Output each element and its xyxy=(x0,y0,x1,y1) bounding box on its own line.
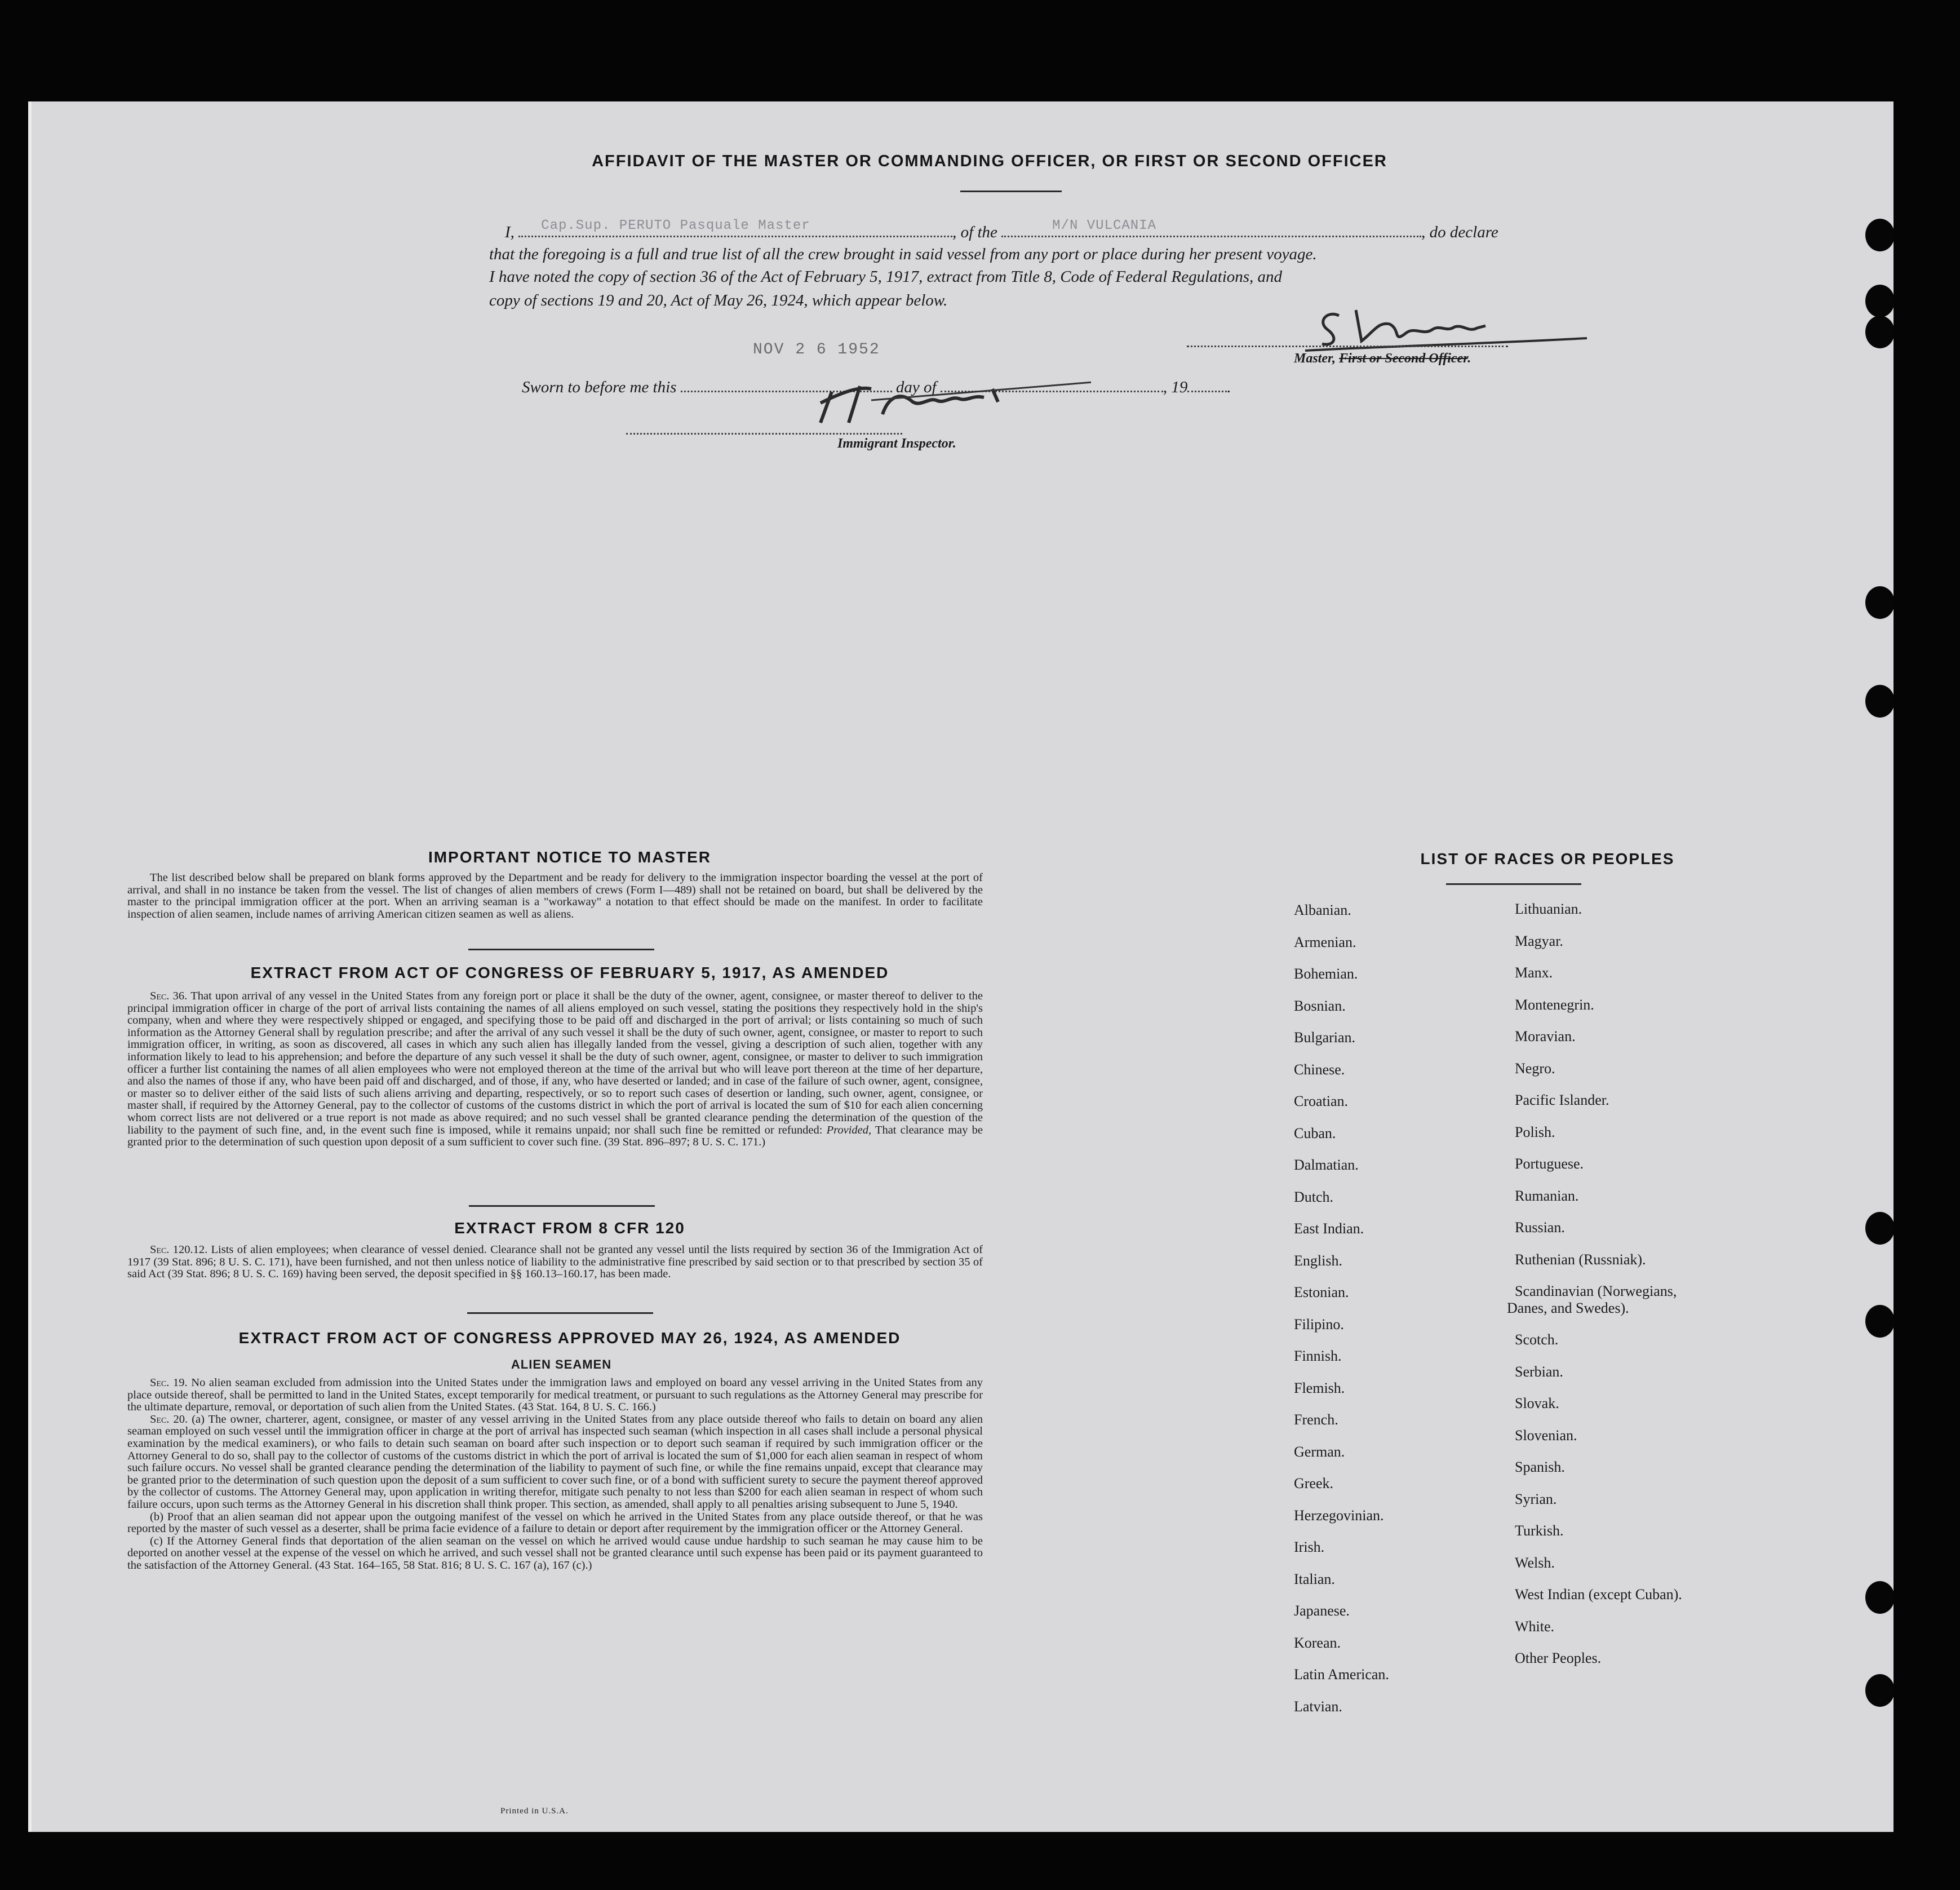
race-item: Slovak. xyxy=(1515,1395,1559,1411)
race-item: Serbian. xyxy=(1515,1363,1563,1380)
race-item: Finnish. xyxy=(1294,1348,1342,1364)
race-item: Korean. xyxy=(1294,1634,1341,1651)
inspector-signature-line xyxy=(626,433,902,435)
race-item: Negro. xyxy=(1515,1060,1555,1077)
race-item: Croatian. xyxy=(1294,1093,1349,1109)
inspector-signature xyxy=(798,369,1091,431)
race-item: Italian. xyxy=(1294,1570,1335,1587)
race-item: Dutch. xyxy=(1294,1188,1334,1205)
extract-1917-paragraph xyxy=(127,990,983,1149)
race-item: Bohemian. xyxy=(1294,966,1358,982)
extract-8cfr-body xyxy=(127,1244,983,1281)
binder-hole xyxy=(1865,1305,1895,1338)
master-name-field xyxy=(518,218,952,237)
race-item: Welsh. xyxy=(1515,1554,1555,1571)
notice-text: The list described below shall be prepared on blank forms approved by the Department and be ready for delivery to the immigration inspector boarding the vessel at the port of arrival, and shall in no instance be taken from the vessel. The list of changes of alien members of crews (Form I—489) shall not be retained on board, but shall be delivered by the master to the principal immigration officer at the port. When an arriving seaman is a "workaway" a notation to that effect should be made on the manifest. In order to facilitate inspection of alien seamen, include names of arriving American citizen seamen as well as aliens. xyxy=(127,871,983,920)
race-item: Portuguese. xyxy=(1515,1156,1584,1172)
race-item: Danes, and Swedes). xyxy=(1507,1299,1629,1316)
notice-title: IMPORTANT NOTICE TO MASTER xyxy=(428,848,712,866)
race-item: Filipino. xyxy=(1294,1316,1344,1333)
binder-hole xyxy=(1865,586,1895,619)
binder-hole xyxy=(1865,219,1895,251)
binder-hole xyxy=(1865,1674,1895,1707)
race-item: Latin American. xyxy=(1294,1666,1389,1683)
sec-20c-paragraph: (c) If the Attorney General finds that deportation of the alien seaman on the vessel on which he arrived would cause undue hardship to such seaman he may cause him to be deported on another vessel at the expense of the vessel on which he arrived, and such vessel shall not be granted clearance until such expense has been paid or its payment guaranteed to the satisfaction of the Attorney General. (43 Stat. 164–165, 58 Stat. 816; 8 U. S. C. 167 (a), 167 (c).) xyxy=(127,1534,983,1572)
extract-1917-title: EXTRACT FROM ACT OF CONGRESS OF FEBRUARY 5, 1917, AS AMENDED xyxy=(250,964,889,981)
race-item: Spanish. xyxy=(1515,1459,1565,1475)
race-item: English. xyxy=(1294,1252,1342,1269)
extract-1924-body xyxy=(127,1377,983,1572)
race-item: Lithuanian. xyxy=(1515,901,1582,917)
race-item: Greek. xyxy=(1294,1475,1334,1491)
race-item: Irish. xyxy=(1294,1539,1325,1555)
race-item: Latvian. xyxy=(1294,1698,1342,1715)
extract-1924-title: EXTRACT FROM ACT OF CONGRESS APPROVED MAY 26, 1924, AS AMENDED xyxy=(238,1329,901,1347)
affidavit-line-2: that the foregoing is a full and true list of all the crew brought in said vessel from any port or place during her present voyage. xyxy=(489,245,1317,263)
binder-hole xyxy=(1865,1581,1895,1614)
race-item: Turkish. xyxy=(1515,1522,1564,1539)
do-declare-text: , do declare xyxy=(1421,223,1498,241)
race-item: Albanian. xyxy=(1294,902,1351,918)
race-item: Other Peoples. xyxy=(1515,1650,1602,1666)
race-item: Scandinavian (Norwegians, xyxy=(1515,1283,1677,1299)
sec-20a-paragraph xyxy=(127,1414,983,1511)
race-item: Russian. xyxy=(1515,1219,1565,1236)
notice-divider xyxy=(468,949,654,950)
race-item: Scotch. xyxy=(1515,1331,1559,1348)
race-item: Cuban. xyxy=(1294,1125,1336,1141)
day-of-text: day of xyxy=(895,378,937,396)
sec-120-text: Lists of alien employees; when clearance of vessel denied. Clearance shall not be granted any vessel until the lists required by section 36 of the Immigration Act of 1917 (39 Stat. 896; 8 U. S. C. 171), have been furnished, and not then unless notice of liability to the administrative fine prescribed by said section or to that prescribed by section 35 of said Act (39 Stat. 896; 8 U. S. C. 169) having been served, the deposit specified in §§ 160.13–160.17, has been made. xyxy=(127,1243,983,1281)
race-item: Japanese. xyxy=(1294,1603,1350,1619)
race-item: Dalmatian. xyxy=(1294,1157,1359,1173)
binder-hole xyxy=(1865,316,1895,348)
sworn-prefix: Sworn to before me this xyxy=(522,378,677,396)
race-item: Herzegovinian. xyxy=(1294,1507,1384,1524)
sec-120-label: Sec. 120.12. xyxy=(150,1243,208,1256)
race-item: French. xyxy=(1294,1411,1338,1428)
race-item: German. xyxy=(1294,1443,1345,1460)
race-item: Slovenian. xyxy=(1515,1427,1577,1444)
received-date-stamp: NOV 2 6 1952 xyxy=(753,341,880,358)
race-item: Bosnian. xyxy=(1294,997,1346,1014)
race-item: Chinese. xyxy=(1294,1061,1345,1078)
sworn-year-field xyxy=(1187,376,1227,392)
race-item: Estonian. xyxy=(1294,1284,1349,1300)
master-caption-master: Master, xyxy=(1294,351,1336,366)
master-caption-struck: First or Second Officer xyxy=(1339,351,1468,366)
year-prefix: , 19 xyxy=(1163,378,1188,396)
race-item: West Indian (except Cuban). xyxy=(1515,1586,1682,1603)
race-item: Pacific Islander. xyxy=(1515,1092,1609,1108)
affidavit-line-1 xyxy=(505,218,1498,242)
race-item: Flemish. xyxy=(1294,1379,1345,1396)
notice-body xyxy=(127,872,983,920)
master-caption-period: . xyxy=(1467,351,1471,366)
affidavit-line-4: copy of sections 19 and 20, Act of May 26, 1924, which appear below. xyxy=(489,291,948,309)
vessel-typed: M/N VULCANIA xyxy=(1052,218,1156,233)
binder-hole xyxy=(1865,1212,1895,1245)
sec-19-text: No alien seaman excluded from admission into the United States under the immigration laws and employed on board any vessel arriving in the United States from any place outside thereof, shall be permitted to land in the United States, except temporarily for medical treatment, or pursuant to such regulations as the Attorney General may prescribe for the ultimate departure, removal, or deportation of such alien from the United States. (43 Stat. 164, 8 U. S. C. 166.) xyxy=(127,1376,983,1414)
sec-20b-paragraph: (b) Proof that an alien seaman did not appear upon the outgoing manifest of the vessel on which he arrived in the United States from any place outside thereof, or that he was reported by the master of such vessel as a deserter, shall be prima facie evidence of a failure to detain or deport after requirement by the immigration officer or the Attorney General. xyxy=(127,1510,983,1535)
i-word: I, xyxy=(505,223,515,241)
race-item: Armenian. xyxy=(1294,933,1356,950)
race-item: Rumanian. xyxy=(1515,1187,1579,1204)
extract-8cfr-title: EXTRACT FROM 8 CFR 120 xyxy=(454,1219,685,1237)
document-page xyxy=(28,101,1894,1832)
master-name-typed: Cap.Sup. PERUTO Pasquale Master xyxy=(541,218,810,233)
sec-36-label: Sec. 36. xyxy=(150,990,188,1002)
extract-1917-divider xyxy=(469,1205,655,1207)
race-item: Manx. xyxy=(1515,964,1553,981)
sec-36-text-end: That clearance may be granted prior to the determination of such question upon deposit of a sum sufficient to cover such fine. (39 Stat. 896–897; 8 U. S. C. 171.) xyxy=(127,1123,983,1149)
race-item: Magyar. xyxy=(1515,932,1563,949)
master-signature-line xyxy=(1187,346,1508,347)
inspector-caption: Immigrant Inspector. xyxy=(837,436,956,451)
sec-19-paragraph xyxy=(127,1377,983,1414)
race-item: Ruthenian (Russniak). xyxy=(1515,1251,1646,1268)
vessel-field xyxy=(1001,218,1421,237)
race-item: Syrian. xyxy=(1515,1490,1557,1507)
sec-20a-text: (a) The owner, charterer, agent, consignee, or master of any vessel arriving in the United States from any place outside thereof who fails to detain on board any alien seaman employed on such vessel until the immigration officer in charge at the port of arrival has inspected such seaman (which inspection in all cases shall include a personal physical examination by the medical examiners), or who fails to detain such seaman on board after such inspection or to deport such seaman if required by such immigration officer or the Attorney General to do so, shall pay to the collector of customs of the customs district in which the port of arrival is located the sum of $1,000 for each alien seaman in respect of whom such failure occurs. No vessel shall be granted clearance pending the determination of the liability to payment of such fine, or while the fine remains unpaid, except that clearance may be granted prior to the determination of such question upon the deposit of a sum sufficient to cover such fine, or of a bond with sufficient surety to secure the payment thereof approved by the collector of customs. The Attorney General may, upon application in writing therefor, mitigate such penalty to not less than $200 for each alien seaman in respect of whom such failure occurs, upon such terms as the Attorney General in his discretion shall think proper. This section, as amended, shall apply to all penalties arising subsequent to June 5, 1940. xyxy=(127,1413,983,1511)
binder-hole xyxy=(1865,685,1895,718)
sec-36-text: That upon arrival of any vessel in the United States from any foreign port or place it shall be the duty of the owner, agent, consignee, or master thereof to deliver to the principal immigration officer in charge of the port of arrival lists containing the names of all aliens employed on such vessel, stating the positions they respectively hold in the ship's company, when and where they were respectively shipped or engaged, and specifying those to be paid off and discharged in the port of arrival; or lists containing so much of such information as the Attorney General shall by regulation prescribe; and after the arrival of any such vessel it shall be the duty of such owner, agent, consignee, or master to report to such immigration officer, in writing, as soon as discovered, all cases in which any such alien has illegally landed from the vessel, giving a description of such alien, together with any information likely to lead to his apprehension; and before the departure of any such vessel it shall be the duty of such owner, agent, consignee, or master to deliver to such immigration officer a further list containing the names of all alien employees who were not employed thereon at the time of the arrival but who will leave port thereon at the time of her departure, and also the names of those if any, who have been paid off and discharged, and of those, if any, who have deserted or landed; and in case of the failure of such owner, agent, consignee, or master so to deliver either of the said lists of such aliens arriving and departing, respectively, or so to report such cases of desertion or landing, such owner, agent, consignee, or master shall, if required by the Attorney General, pay to the collector of customs of the customs district in which the port of arrival is located the sum of $10 for each alien concerning whom correct lists are not delivered or a true report is not made as above required; and no such vessel shall be granted clearance pending the determination of the question of the liability to the payment of such fine, and, in the event such fine is imposed, while it remains unpaid; nor shall such fine be remitted or refunded: xyxy=(127,990,983,1136)
title-divider xyxy=(960,191,1062,192)
binder-hole xyxy=(1865,285,1895,317)
race-item: White. xyxy=(1515,1618,1555,1635)
sec-20-label: Sec. 20. xyxy=(150,1413,188,1426)
master-caption xyxy=(1294,351,1471,366)
printed-in-usa: Printed in U.S.A. xyxy=(500,1807,569,1816)
provided-word: Provided, xyxy=(826,1123,872,1136)
races-title: LIST OF RACES OR PEOPLES xyxy=(1420,850,1675,867)
race-item: East Indian. xyxy=(1294,1220,1364,1237)
extract-8cfr-paragraph xyxy=(127,1244,983,1281)
of-the-text: , of the xyxy=(952,223,997,241)
alien-seamen-subtitle: ALIEN SEAMEN xyxy=(511,1357,612,1371)
extract-1917-body xyxy=(127,990,983,1149)
affidavit-line-3: I have noted the copy of section 36 of the Act of February 5, 1917, extract from Title 8, Code of Federal Regulations, and xyxy=(489,268,1283,286)
races-divider xyxy=(1446,883,1581,885)
sec-19-label: Sec. 19. xyxy=(150,1376,188,1389)
race-item: Montenegrin. xyxy=(1515,996,1594,1013)
race-item: Polish. xyxy=(1515,1123,1555,1140)
year-suffix: . xyxy=(1227,378,1231,396)
affidavit-title: AFFIDAVIT OF THE MASTER OR COMMANDING OFFICER, OR FIRST OR SECOND OFFICER xyxy=(592,152,1387,170)
extract-8cfr-divider xyxy=(467,1312,653,1314)
race-item: Moravian. xyxy=(1515,1028,1576,1044)
race-item: Bulgarian. xyxy=(1294,1029,1356,1046)
